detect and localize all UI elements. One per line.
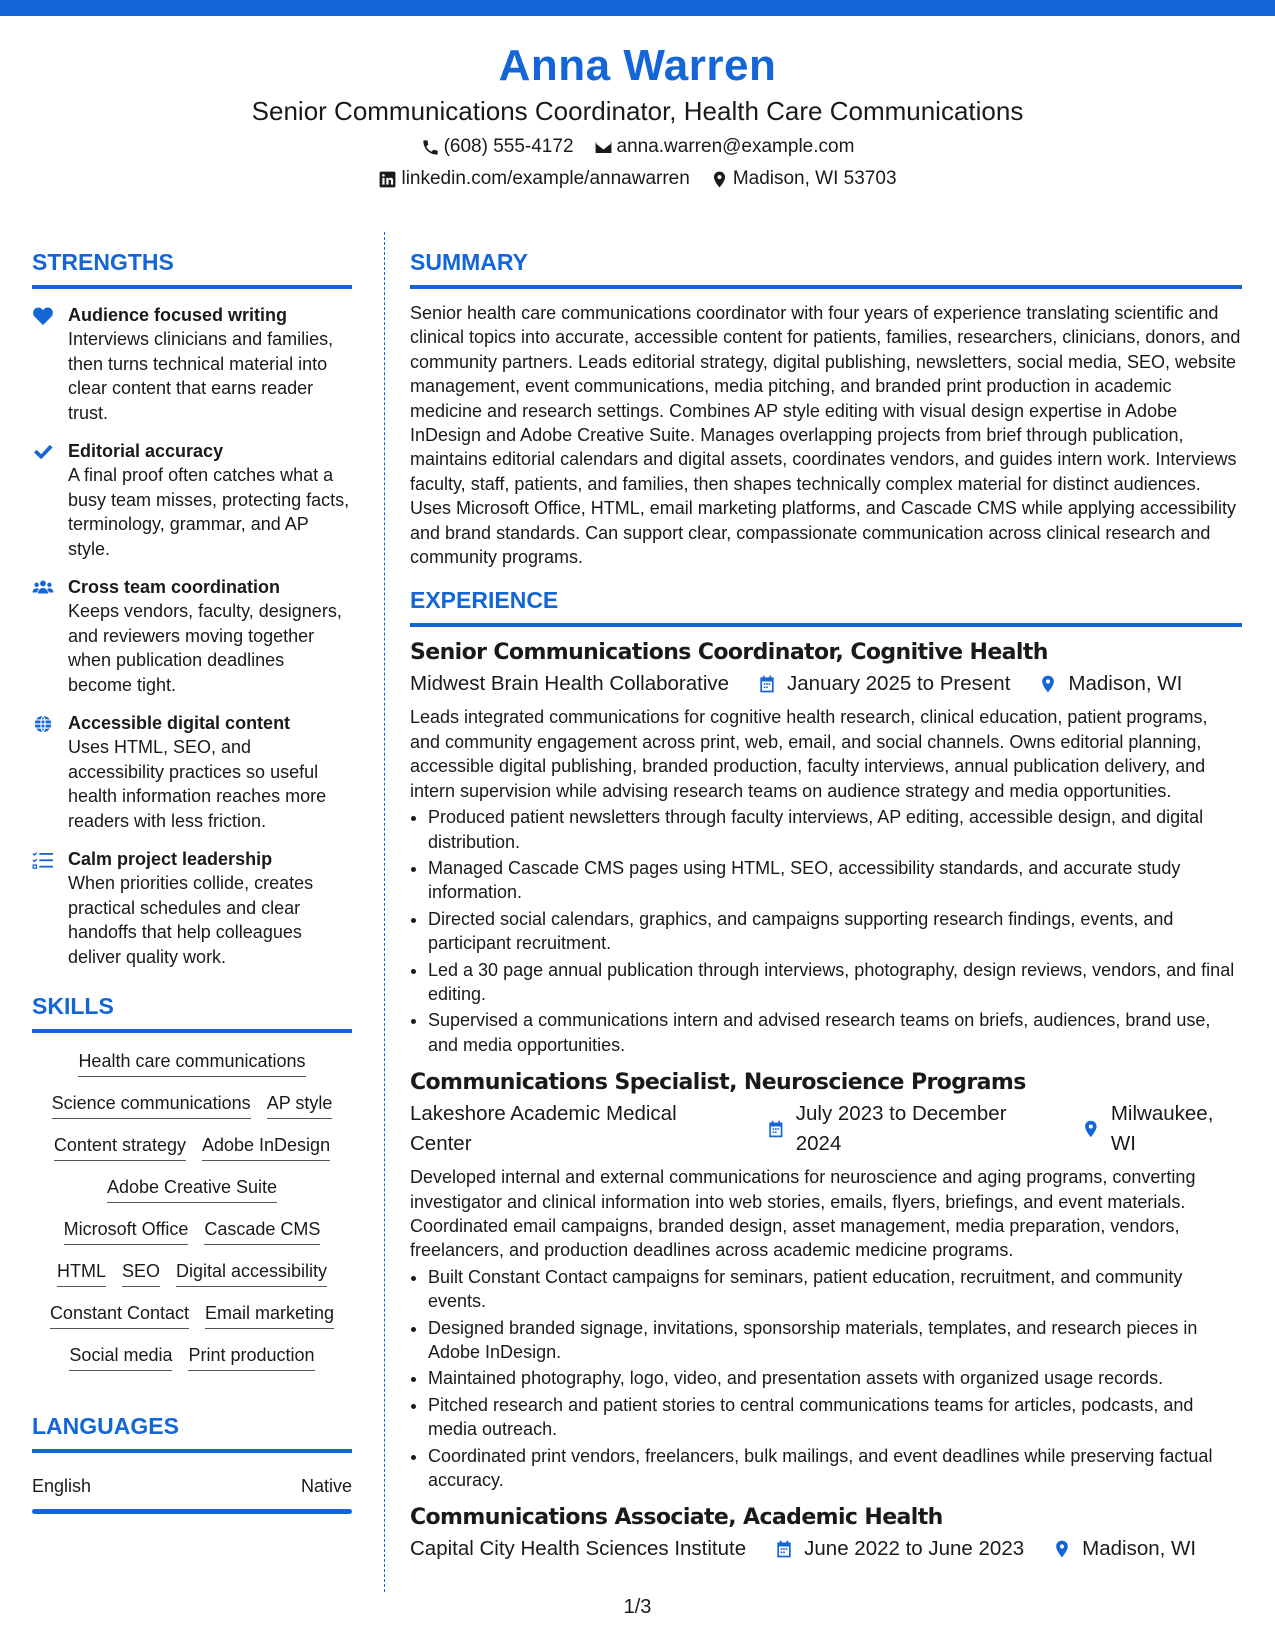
- strength-desc: When priorities collide, creates practical schedules and clear handoffs that help colleagues deliver quality work.: [68, 873, 314, 967]
- job-meta: [410, 1099, 1242, 1159]
- job-location: Madison, WI: [1068, 672, 1183, 696]
- languages-rule: [32, 1449, 352, 1453]
- skill-tag: Print production: [188, 1343, 314, 1371]
- job-location: Madison, WI: [1082, 1537, 1197, 1561]
- strength-item: [32, 575, 352, 697]
- skill-tag: Science communications: [52, 1091, 251, 1119]
- location-text: Madison, WI 53703: [732, 168, 897, 189]
- job-org: Lakeshore Academic Medical Center: [410, 1102, 677, 1156]
- strength-desc: A final proof often catches what a busy team misses, protecting facts, terminology, grammar, and AP style.: [68, 465, 350, 559]
- skills-list: [32, 1049, 352, 1371]
- job-bullet: • Maintained photography, logo, video, and presentation assets with organized usage records.: [428, 1366, 1242, 1390]
- envelope-icon: [594, 138, 613, 157]
- skill-tag: Adobe InDesign: [202, 1133, 330, 1161]
- globe-icon: [32, 714, 54, 734]
- contact-row-2: [0, 164, 1275, 194]
- skill-tag: Content strategy: [54, 1133, 186, 1161]
- people-group-icon: [32, 578, 54, 598]
- email-contact[interactable]: [594, 132, 855, 162]
- job-bullets: [410, 1265, 1242, 1493]
- map-pin-icon: [1052, 1539, 1072, 1559]
- job-title: Communications Associate, Academic Health: [410, 1505, 943, 1531]
- job-meta: [410, 1534, 1242, 1564]
- job-title: Senior Communications Coordinator, Cognitive Health: [410, 640, 1048, 666]
- phone-icon: [421, 138, 440, 157]
- phone-text: (608) 555-4172: [443, 136, 574, 157]
- calendar-icon: [757, 674, 777, 694]
- strength-desc: Keeps vendors, faculty, designers, and reviewers moving together when publication deadlines become tight.: [68, 601, 342, 695]
- strength-name: Editorial accuracy: [68, 441, 224, 461]
- linkedin-icon: [378, 170, 397, 189]
- map-pin-icon: [710, 170, 729, 189]
- job-entry: [410, 639, 1242, 1057]
- strength-name: Calm project leadership: [68, 849, 273, 869]
- strength-item: [32, 711, 352, 833]
- skills-heading: SKILLS: [32, 993, 114, 1019]
- job-org: Midwest Brain Health Collaborative: [410, 672, 730, 696]
- job-entry: [410, 1504, 1242, 1564]
- job-bullet: • Managed Cascade CMS pages using HTML, SEO, accessibility standards, and accurate study information.: [428, 856, 1242, 905]
- job-dates: June 2022 to June 2023: [804, 1537, 1025, 1561]
- job-meta: [410, 669, 1242, 699]
- heart-icon: [32, 306, 54, 326]
- summary-rule: [410, 285, 1242, 289]
- strengths-rule: [32, 285, 352, 289]
- resume-header: [0, 40, 1275, 194]
- strength-desc: Interviews clinicians and families, then turns technical material into clear content that earns reader trust.: [68, 329, 334, 423]
- job-title: Communications Specialist, Neuroscience Programs: [410, 1070, 1026, 1096]
- linkedin-contact[interactable]: [378, 164, 689, 194]
- job-bullet: • Supervised a communications intern and advised research teams on briefs, audiences, brand use, and media opportunities.: [428, 1008, 1242, 1057]
- experience-rule: [410, 623, 1242, 627]
- candidate-name: Anna Warren: [498, 41, 777, 90]
- job-bullet: • Pitched research and patient stories to central communications teams for articles, podcasts, and media outreach.: [428, 1393, 1242, 1442]
- skill-tag: Microsoft Office: [64, 1217, 189, 1245]
- job-description: Leads integrated communications for cognitive health research, clinical education, patient programs, and community engagement across print, web, email, and social channels. Owns editorial planning, accessible digital publishing, branded production, faculty interviews, annual publication delivery, and intern supervision while advising research teams on audience strategy and media opportunities.: [410, 707, 1208, 801]
- strength-desc: Uses HTML, SEO, and accessibility practices so useful health information reaches more readers with less friction.: [68, 737, 327, 831]
- job-dates: July 2023 to December 2024: [795, 1102, 1007, 1156]
- language-name: English: [32, 1476, 92, 1496]
- job-bullets: [410, 805, 1242, 1057]
- job-bullet: • Designed branded signage, invitations, sponsorship materials, templates, and research pieces in Adobe InDesign.: [428, 1316, 1242, 1365]
- email-text: anna.warren@example.com: [616, 136, 855, 157]
- strength-name: Cross team coordination: [68, 577, 281, 597]
- left-column: [32, 247, 352, 1514]
- strength-item: [32, 303, 352, 425]
- skill-tag: Cascade CMS: [204, 1217, 320, 1245]
- phone-contact: [421, 132, 574, 162]
- check-icon: [32, 442, 54, 462]
- contact-row-1: [0, 132, 1275, 162]
- skill-tag: Adobe Creative Suite: [107, 1175, 277, 1203]
- language-level: Native: [300, 1476, 352, 1496]
- job-bullet: • Led a 30 page annual publication through interviews, photography, design reviews, vendors, and final editing.: [428, 958, 1242, 1007]
- strength-item: [32, 847, 352, 969]
- job-location: Milwaukee, WI: [1110, 1102, 1214, 1156]
- strengths-heading: STRENGTHS: [32, 249, 174, 275]
- job-org: Capital City Health Sciences Institute: [410, 1537, 747, 1561]
- job-description: Developed internal and external communications for neuroscience and aging programs, converting investigator and clinical information into web stories, emails, flyers, briefings, and event materials. Coordinated email campaigns, branded design, asset management, media preparation, vendors, freelancers, and production deadlines across academic medicine programs.: [410, 1167, 1196, 1261]
- calendar-icon: [774, 1539, 794, 1559]
- experience-heading: EXPERIENCE: [410, 587, 559, 614]
- right-column: [410, 247, 1242, 1564]
- calendar-icon: [766, 1119, 786, 1139]
- skill-tag: Health care communications: [78, 1049, 305, 1077]
- skill-tag: Constant Contact: [50, 1301, 189, 1329]
- map-pin-icon: [1038, 674, 1058, 694]
- job-bullet: • Directed social calendars, graphics, and campaigns supporting research findings, events, and participant recruitment.: [428, 907, 1242, 956]
- top-accent-bar: [0, 0, 1275, 16]
- job-bullet: • Built Constant Contact campaigns for seminars, patient education, recruitment, and community events.: [428, 1265, 1242, 1314]
- language-row: [32, 1473, 352, 1499]
- column-divider: [384, 232, 385, 1592]
- page-number: 1/3: [623, 1596, 652, 1618]
- strength-name: Audience focused writing: [68, 305, 288, 325]
- skill-tag: HTML: [57, 1259, 106, 1287]
- summary-text: Senior health care communications coordinator with four years of experience translating scientific and clinical topics into accurate, accessible content for patients, families, researchers, clinicians, donors, and community partners. Leads editorial strategy, digital publishing, newsletters, social media, SEO, website management, event communications, media pitching, and branded print production in academic medicine and research settings. Combines AP style editing with visual design expertise in Adobe InDesign and Adobe Creative Suite. Manages overlapping projects from brief through publication, maintains editorial calendars and digital assets, coordinates vendors, and guides intern work. Interviews faculty, staff, patients, and families, then shapes technically complex material for distinct audiences. Uses Microsoft Office, HTML, email marketing platforms, and Cascade CMS while applying accessibility and brand standards. Can support clear, compassionate communication across clinical research and community programs.: [410, 303, 1241, 568]
- location-contact: [710, 164, 897, 194]
- map-pin-icon: [1081, 1119, 1101, 1139]
- language-level-bar: [32, 1509, 352, 1514]
- job-dates: January 2025 to Present: [787, 672, 1011, 696]
- summary-heading: SUMMARY: [410, 249, 528, 275]
- skill-tag: SEO: [122, 1259, 160, 1287]
- job-bullet: • Produced patient newsletters through faculty interviews, AP editing, accessible design, and digital distribution.: [428, 805, 1242, 854]
- strength-name: Accessible digital content: [68, 713, 291, 733]
- skill-tag: AP style: [267, 1091, 333, 1119]
- skill-tag: Social media: [69, 1343, 172, 1371]
- strength-item: [32, 439, 352, 561]
- skill-tag: Email marketing: [205, 1301, 334, 1329]
- candidate-title: Senior Communications Coordinator, Health Care Communications: [251, 96, 1024, 126]
- job-bullet: • Coordinated print vendors, freelancers, bulk mailings, and event deadlines while preserving factual accuracy.: [428, 1444, 1242, 1493]
- languages-heading: LANGUAGES: [32, 1413, 179, 1439]
- skill-tag: Digital accessibility: [176, 1259, 327, 1287]
- job-entry: [410, 1069, 1242, 1492]
- skills-rule: [32, 1029, 352, 1033]
- linkedin-text: linkedin.com/example/annawarren: [401, 168, 690, 189]
- task-list-icon: [32, 850, 54, 870]
